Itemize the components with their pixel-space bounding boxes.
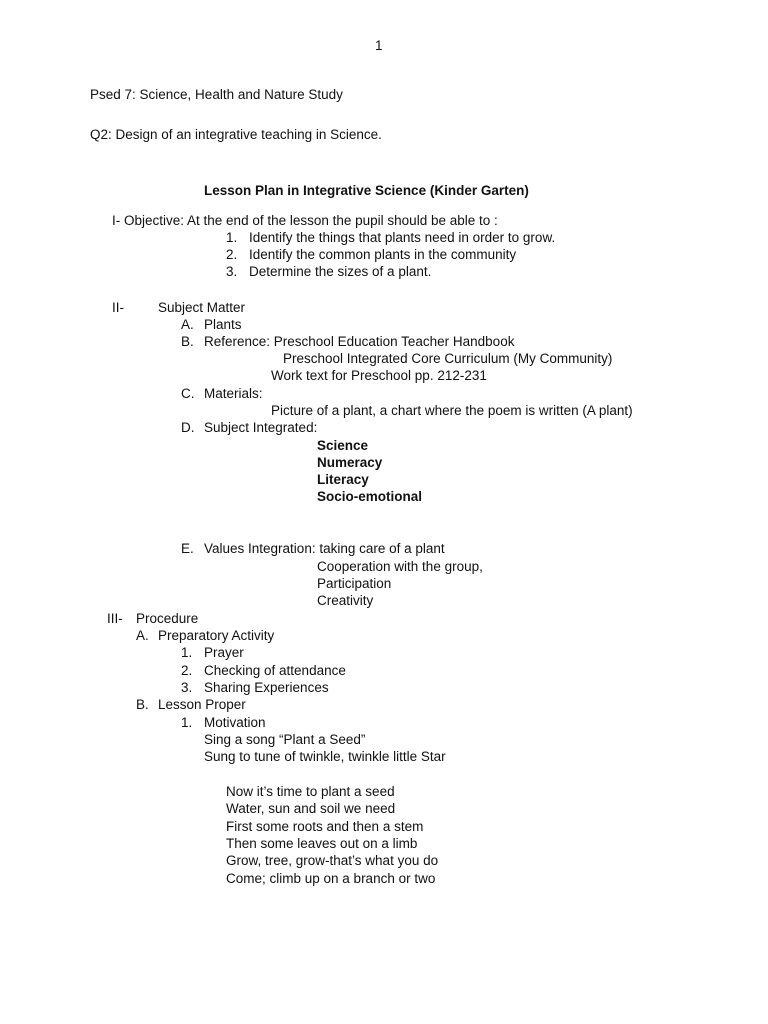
prep-item-attendance: Checking of attendance: [204, 663, 346, 678]
sm-b-line2: Preschool Integrated Core Curriculum (My Community): [283, 351, 613, 366]
objective-item-1: Identify the things that plants need in order to grow.: [249, 230, 556, 245]
prep-item-sharing: Sharing Experiences: [204, 680, 329, 695]
poem-line: Water, sun and soil we need: [226, 801, 396, 816]
poem-line: Come; climb up on a branch or two: [226, 871, 436, 886]
poem-line: Then some leaves out on a limb: [226, 836, 418, 851]
proc-b-text: Lesson Proper: [158, 697, 246, 712]
poem-line: Grow, tree, grow-that’s what you do: [226, 853, 439, 868]
page-number: 1: [375, 38, 383, 53]
proc-a-text: Preparatory Activity: [158, 628, 275, 643]
objective-label: I- Objective: At the end of the lesson the pupil should be able to :: [112, 213, 498, 228]
objective-item-2: Identify the common plants in the community: [249, 247, 517, 262]
objective-item-3: Determine the sizes of a plant.: [249, 264, 432, 279]
proc-a-letter: A.: [136, 628, 149, 643]
song-line-2: Sung to tune of twinkle, twinkle little Star: [204, 749, 446, 764]
value-participation: Participation: [317, 576, 392, 591]
value-creativity: Creativity: [317, 593, 374, 608]
lesson-item-motivation: Motivation: [204, 715, 266, 730]
prep-num-3: 3.: [181, 680, 193, 695]
subject-literacy: Literacy: [317, 472, 369, 487]
sm-a-letter: A.: [181, 317, 194, 332]
sm-c-line2: Picture of a plant, a chart where the poem is written (A plant): [271, 403, 633, 418]
objective-num-1: 1.: [226, 230, 238, 245]
sm-e-text: Values Integration: taking care of a plant: [204, 541, 445, 556]
sm-b-line3: Work text for Preschool pp. 212-231: [271, 368, 487, 383]
subject-numeracy: Numeracy: [317, 455, 383, 470]
sm-a-text: Plants: [204, 317, 242, 332]
question-heading: Q2: Design of an integrative teaching in Science.: [90, 127, 382, 142]
poem-line: First some roots and then a stem: [226, 819, 424, 834]
proc-b-letter: B.: [136, 697, 149, 712]
prep-num-2: 2.: [181, 663, 193, 678]
sm-d-text: Subject Integrated:: [204, 420, 318, 435]
lesson-title: Lesson Plan in Integrative Science (Kinder Garten): [204, 183, 529, 198]
subject-matter-num: II-: [112, 300, 124, 315]
course-heading: Psed 7: Science, Health and Nature Study: [90, 87, 343, 102]
sm-e-letter: E.: [181, 541, 194, 556]
song-line-1: Sing a song “Plant a Seed”: [204, 732, 366, 747]
sm-c-letter: C.: [181, 386, 195, 401]
lesson-num-1: 1.: [181, 715, 193, 730]
objective-num-3: 3.: [226, 264, 238, 279]
objective-num-2: 2.: [226, 247, 238, 262]
poem-line: Now it’s time to plant a seed: [226, 784, 395, 799]
sm-d-letter: D.: [181, 420, 195, 435]
sm-b-text: Reference: Preschool Education Teacher Handbook: [204, 334, 515, 349]
sm-c-text: Materials:: [204, 386, 263, 401]
value-cooperation: Cooperation with the group,: [317, 559, 483, 574]
prep-num-1: 1.: [181, 645, 193, 660]
procedure-num: III-: [107, 611, 123, 626]
sm-b-letter: B.: [181, 334, 194, 349]
procedure-label: Procedure: [136, 611, 199, 626]
subject-matter-label: Subject Matter: [158, 300, 246, 315]
prep-item-prayer: Prayer: [204, 645, 244, 660]
subject-science: Science: [317, 438, 369, 453]
subject-socio-emotional: Socio-emotional: [317, 489, 423, 504]
